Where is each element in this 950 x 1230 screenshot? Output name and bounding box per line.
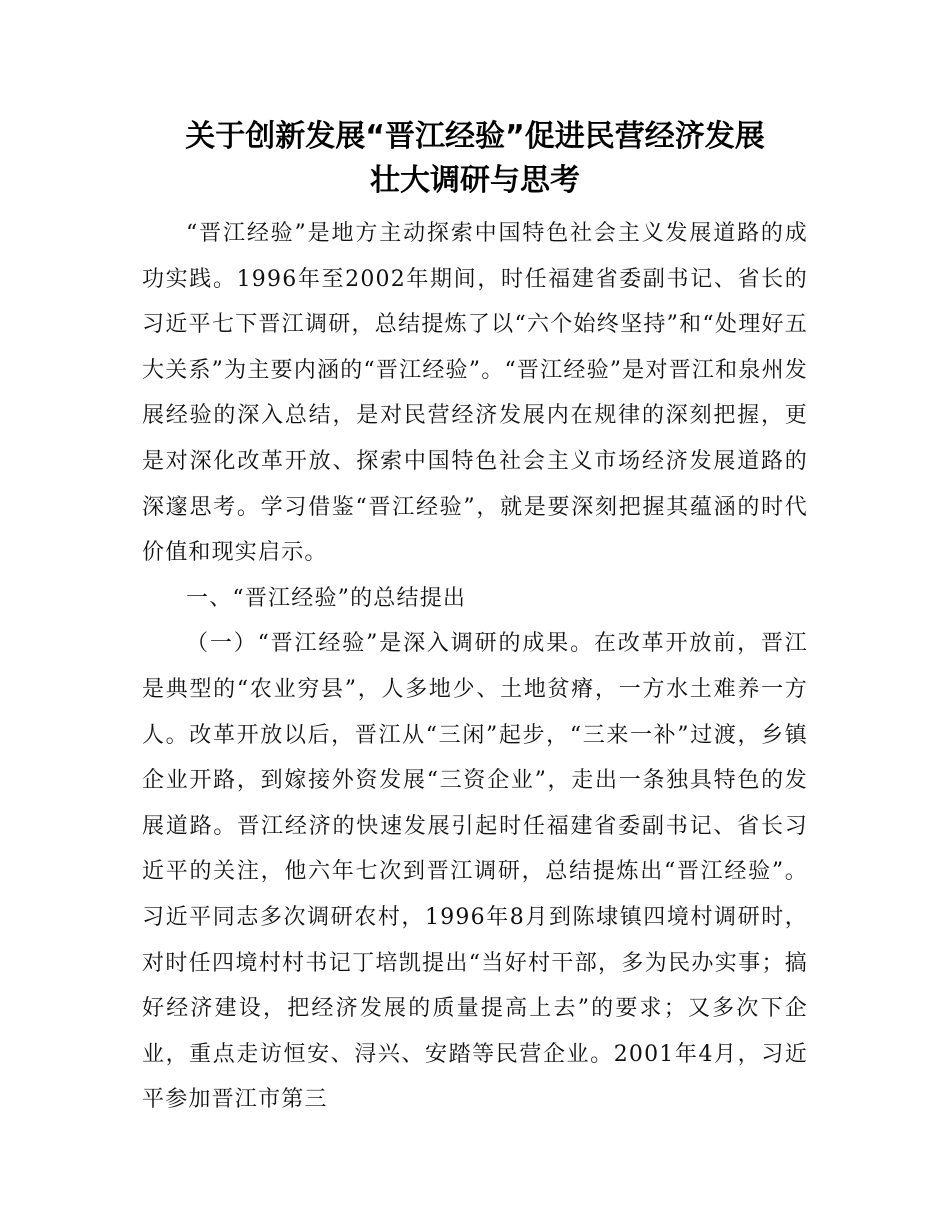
- section-heading-1: 一、“晋江经验”的总结提出: [186, 585, 467, 611]
- document-title-line-1: 关于创新发展“晋江经验”促进民营经济发展: [185, 119, 765, 154]
- paragraph-section-1-1: （一）“晋江经验”是深入调研的成果。在改革开放前，晋江是典型的“农业穷县”，人多地少、土地贫瘠，一方水土难养一方人。改革开放以后，晋江从“三闲”起步，“三来一补”过渡，乡镇企业开路，到嫁接外资发展“三资企业”，走出一条独具特色的发展道路。晋江经济的快速发展引起时任福建省委副书记、省长习近平的关注，他六年七次到晋江调研，总结提炼出“晋江经验”。习近平同志多次调研农村，1996年8月到陈埭镇四境村调研时，对时任四境村村书记丁培凯提出“当好村干部，多为民办实事；搞好经济建设，把经济发展的质量提高上去”的要求；又多次下企业，重点走访恒安、浔兴、安踏等民营企业。2001年4月，习近平参加晋江市第三: [142, 631, 808, 1113]
- paragraph-intro: “晋江经验”是地方主动探索中国特色社会主义发展道路的成功实践。1996年至2002年期间，时任福建省委副书记、省长的习近平七下晋江调研，总结提炼了以“六个始终坚持”和“处理好五大关系”为主要内涵的“晋江经验”。“晋江经验”是对晋江和泉州发展经验的深入总结，是对民营经济发展内在规律的深刻把握，更是对深化改革开放、探索中国特色社会主义市场经济发展道路的深邃思考。学习借鉴“晋江经验”，就是要深刻把握其蕴涵的时代价值和现实启示。: [142, 221, 808, 566]
- document-title-line-2: 壮大调研与思考: [370, 163, 580, 198]
- document-body: [142, 211, 808, 1123]
